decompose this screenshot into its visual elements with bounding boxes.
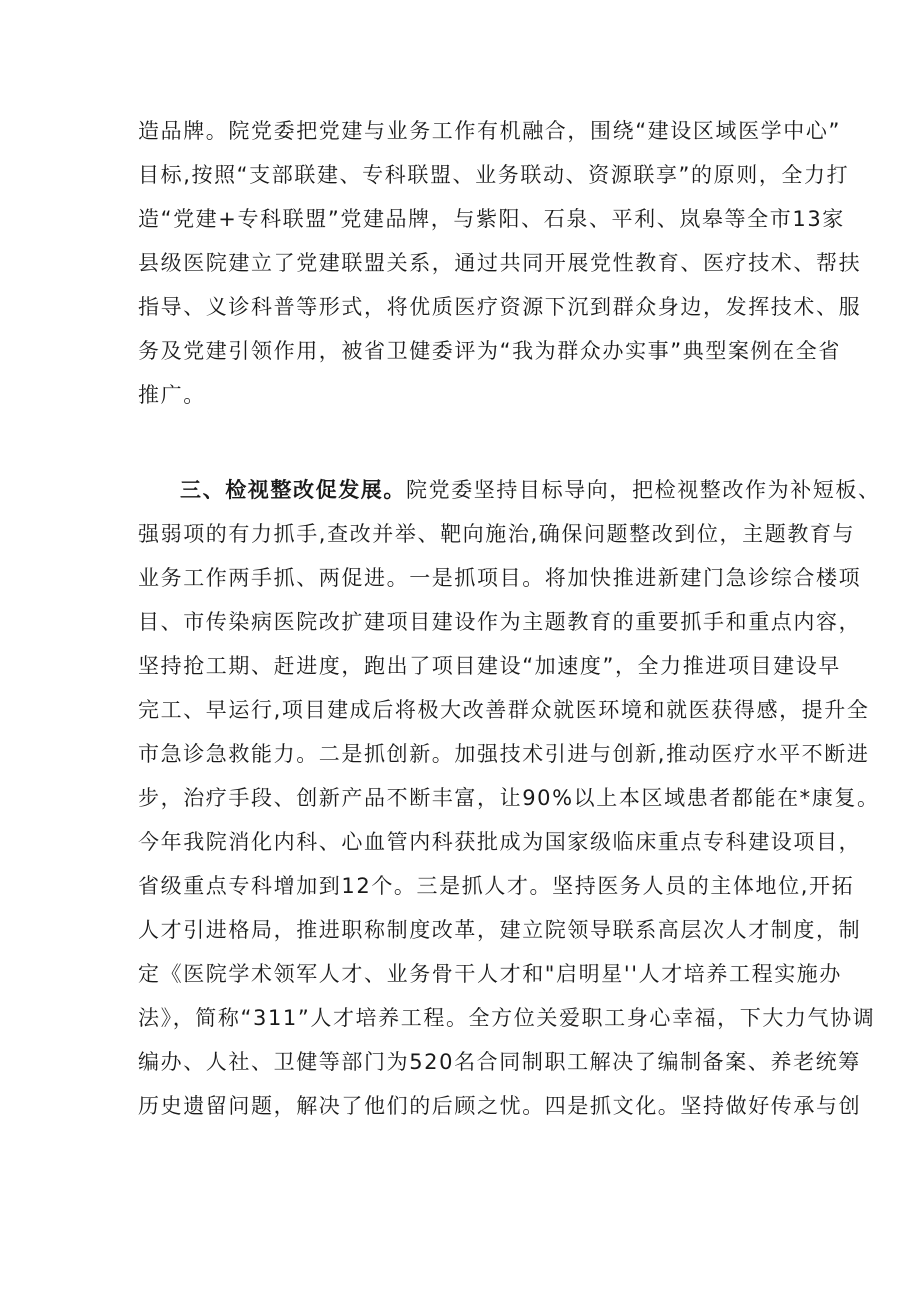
paragraph-2-line-1 xyxy=(180,476,881,504)
paragraph-2-line-8: 步，治疗手段、创新产品不断丰富，让90%以上本区域患者都能在*康复。 xyxy=(138,786,880,810)
paragraph-2-line-11: 人才引进格局，推进职称制度改革，建立院领导联系高层次人才制度，制 xyxy=(138,918,862,942)
section-heading: 三、检视整改促发展。 xyxy=(180,478,406,502)
paragraph-1-line-4: 县级医院建立了党建联盟关系，通过共同开展党性教育、医疗技术、帮扶 xyxy=(138,251,862,275)
paragraph-2-line-6: 完工、早运行,项目建成后将极大改善群众就医环境和就医获得感，提升全 xyxy=(138,698,870,722)
paragraph-2-line-5: 坚持抢工期、赶进度，跑出了项目建设“加速度”，全力推进项目建设早 xyxy=(138,654,841,678)
paragraph-1-line-7: 推广。 xyxy=(138,383,206,407)
paragraph-2-line-3: 业务工作两手抓、两促进。一是抓项目。将加快推进新建门急诊综合楼项 xyxy=(138,566,862,590)
paragraph-2-line-7: 市急诊急救能力。二是抓创新。加强技术引进与创新,推动医疗水平不断进 xyxy=(138,742,870,766)
paragraph-1-line-2: 目标,按照“支部联建、专科联盟、业务联动、资源联享”的原则，全力打 xyxy=(138,163,850,187)
paragraph-2-line-2: 强弱项的有力抓手,查改并举、靶向施治,确保问题整改到位，主题教育与 xyxy=(138,522,856,546)
paragraph-1-line-1: 造品牌。院党委把党建与业务工作有机融合，围绕“建设区域医学中心” xyxy=(138,119,841,143)
paragraph-2-line-10: 省级重点专科增加到12个。三是抓人才。坚持医务人员的主体地位,开拓 xyxy=(138,874,855,898)
paragraph-2-line-13: 法》，简称“311”人才培养工程。全方位关爱职工身心幸福，下大力气协调 xyxy=(138,1006,876,1030)
paragraph-2-line-12: 定《医院学术领军人才、业务骨干人才和"启明星''人才培养工程实施办 xyxy=(138,962,843,986)
paragraph-1-line-3: 造“党建+专科联盟”党建品牌，与紫阳、石泉、平利、岚皋等全市13家 xyxy=(138,207,845,231)
paragraph-1-line-5: 指导、义诊科普等形式，将优质医疗资源下沉到群众身边，发挥技术、服 xyxy=(138,295,862,319)
paragraph-2-line-9: 今年我院消化内科、心血管内科获批成为国家级临床重点专科建设项目， xyxy=(138,830,862,854)
paragraph-2-line-1-text: 院党委坚持目标导向，把检视整改作为补短板、 xyxy=(406,478,881,502)
paragraph-2-line-4: 目、市传染病医院改扩建项目建设作为主题教育的重要抓手和重点内容， xyxy=(138,610,862,634)
paragraph-2-line-15: 历史遗留问题，解决了他们的后顾之忧。四是抓文化。坚持做好传承与创 xyxy=(138,1094,862,1118)
paragraph-2-line-14: 编办、人社、卫健等部门为520名合同制职工解决了编制备案、养老统筹 xyxy=(138,1050,861,1074)
paragraph-1-line-6: 务及党建引领作用，被省卫健委评为“我为群众办实事”典型案例在全省 xyxy=(138,339,841,363)
